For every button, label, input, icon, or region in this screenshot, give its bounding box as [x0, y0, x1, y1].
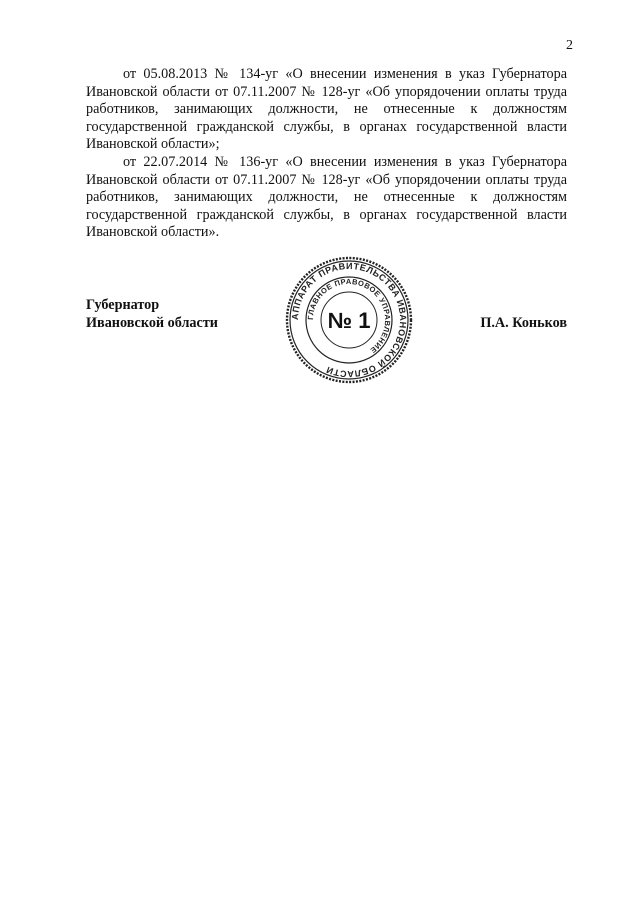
paragraph-decree-136: от 22.07.2014 № 136-уг «О внесении изменения в указ Губернатора Ивановской области от 07.11.2007 № 128-уг «Об упорядочении оплаты труда работников, занимающих должности, не отнесенные к должностям государственной гражданской службы, в органах государственной власти Ивановской области».: [86, 153, 567, 241]
paragraph-decree-134: от 05.08.2013 № 134-уг «О внесении изменения в указ Губернатора Ивановской области от 07.11.2007 № 128-уг «Об упорядочении оплаты труда работников, занимающих должности, не отнесенные к должностям государственной гражданской службы, в органах государственной власти Ивановской области»;: [86, 66, 567, 153]
stamp-outer-text: АППАРАТ ПРАВИТЕЛЬСТВА ИВАНОВСКОЙ ОБЛАСТИ: [289, 260, 409, 380]
signatory-name: П.А. Коньков: [480, 315, 567, 331]
document-body: [86, 66, 567, 242]
page-number: 2: [566, 38, 573, 53]
signatory-title-line2: Ивановской области: [86, 315, 218, 331]
official-seal-stamp: [285, 256, 413, 384]
stamp-center-text: № 1: [327, 308, 371, 333]
signatory-title-line1: Губернатор: [86, 297, 160, 313]
stamp-inner-text: ГЛАВНОЕ ПРАВОВОЕ УПРАВЛЕНИЕ: [305, 276, 393, 356]
signatory-title: [86, 296, 218, 332]
